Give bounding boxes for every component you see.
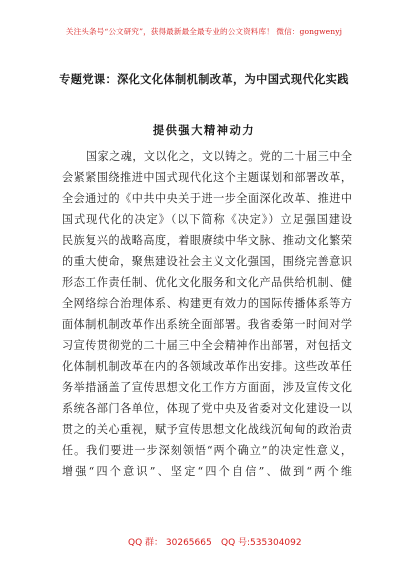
body-line: 的重大使命，聚焦建设社会主义文化强国，围绕完善意识 [62,255,352,268]
body-line: 国家之魂，文以化之，文以铸之。党的二十届三中全 [86,150,352,163]
header-banner: 关注头条号“公文研究”，获得最新最全最专业的公文资料库！ 微信：gongwenyj [65,27,343,36]
body-line: 化体制机制改革在内的各领域改革作出安排。这些改革任 [62,360,352,373]
body-line: 全网络综合治理体系、构建更有效力的国际传播体系等方 [62,297,352,310]
document-title-continued: 提供强大精神动力 [152,123,256,137]
body-line: 形态工作责任制、优化文化服务和文化产品供给机制、健 [62,276,352,289]
body-line: 国式现代化的决定》（以下简称《决定》）立足强国建设 [62,213,352,226]
body-line: 贯之的关心重视，赋予宣传思想文化战线沉甸甸的政治责 [62,423,352,436]
body-line: 会紧紧围绕推进中国式现代化这个主题谋划和部署改革， [62,171,352,184]
qq-group-number: QQ 群： 30265665 [128,538,212,548]
body-line: 增强“四个意识”、坚定“四个自信”、做到“两个维 [62,465,352,478]
body-line: 系统各部门各单位，体现了党中央及省委对文化建设一以 [62,402,352,415]
qq-account-number: QQ 号:535304092 [221,538,302,548]
body-line: 务举措涵盖了宣传思想文化工作方方面面，涉及宣传文化 [62,381,352,394]
body-line: 习宣传贯彻党的二十届三中全会精神作出部署，对包括文 [62,339,352,352]
body-line: 面体制机制改革作出系统全面部署。我省委第一时间对学 [62,318,352,331]
body-line: 民族复兴的战略高度，着眼赓续中华文脉、推动文化繁荣 [62,234,352,247]
body-line: 任。我们要进一步深刻领悟“两个确立”的决定性意义， [62,444,352,457]
body-line: 全会通过的《中共中央关于进一步全面深化改革、推进中 [62,192,352,205]
page-footer [0,535,408,549]
document-title: 专题党课：深化文化体制机制改革，为中国式现代化实践 [59,72,349,86]
